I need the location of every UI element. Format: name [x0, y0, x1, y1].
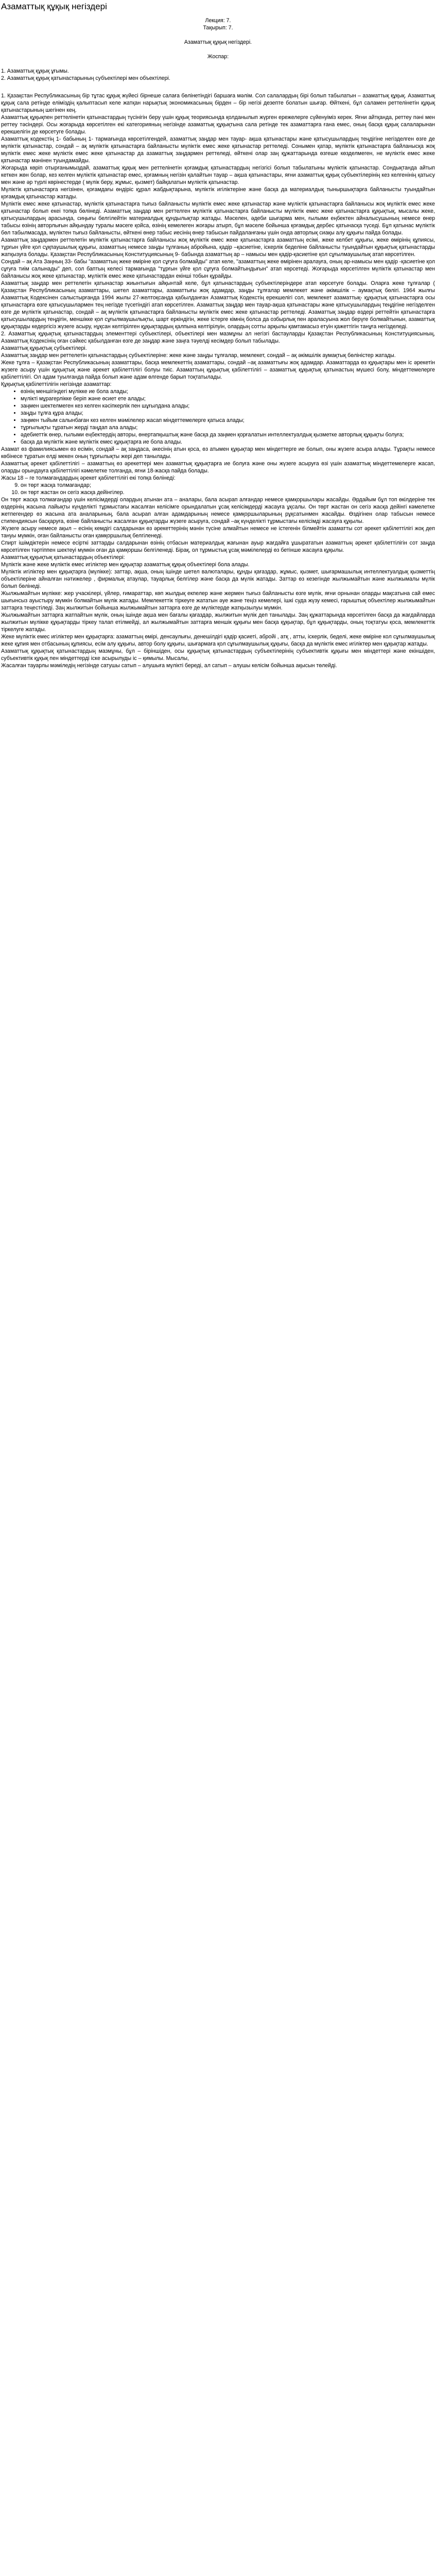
paragraph: Жоғарыда көріп отырғанымыздай, азаматтық құқық мен реттелінетін қоғамдық қатынастардың негізгісі болып табылатыны мүліктік қатынастар. Сондықтанда айтып кеткен жөн болар, кез келген мүліктік қатынастар емес, қоғамның негізін қалайтын тауар – ақша қатынастары, яғни азаматтық құқық субъектілерінің кез келгенінің қатысу мен және әр түрлі көрінестерде ( мүлік беру, жұмыс, қызмет) байқалатын мүліктік қатынастар.: [1, 165, 435, 185]
list-item: • өзінің меншігіндегі мүлікке ие бола алады;: [21, 388, 435, 395]
list-item: • мүлікті мұрагерлікке беріп және өсиет ете алады;: [21, 395, 435, 402]
paragraph: Азамат өз фамилиясымен өз есімін, сондай – ақ заңдаса, әкесінің атын қоса, өз атымен құқықтар мен міндеттерге ие болып, оны жүзеге асыра алады. Тұрақты немесе көбінесе тұратын елді мекен оның тұрғылықты жері деп танылады.: [1, 446, 435, 460]
paragraph: Сондай – ақ Ата Заңның 33- бабы "азаматтың жеке өміріне қол сұғуға болмайды" атап келе, "азаматтың жеке өмірінен аралауға, оның ар-намысы мен қадір -қасиетіне қол сұғуға тиім салынады" деп, сол баптың келесі тармағында "тұрғын үйге қол сұғуға болмайтындығын" атап көрсетеді. Жоғарыда көрсетілген мүліктік қатынастар мен байланысы жоқ жеке қатынастар, мүліктік емес жеке қатынастардан екінші тобын құрайды.: [1, 259, 435, 279]
list-item: 10. он төрт жастан он сегіз жасқа дейінгілер.: [21, 489, 435, 496]
paragraph: 2. Азаматтық құқықтық қатынастардың элементтері субъектілері, объектілері мен мазмұны ал негізгі бастауларды Қазақстан Республикасының Конституциясының, Азаматтық Кодексінің оған сәйкес қабылданған өзге де заңдар және заңға тәуелді кесімдер болып табылады.: [1, 331, 435, 344]
paragraph: Жеке тұлға – Қазақстан Республикасының азаматтары, басқа мемлекеттің азаматтары, сондай –ақ азаматтығы жоқ адамдар. Азаматтарда өз құқықтары мен іс әрекетін жүзеге асыру үшін құқықтық және әрекет қабілеттілігі болуы тиіс. Азаматтың құқықтық қабілеттілігі – азаматтық құқықтық қатынастың мүшесі болу, міндеттемелерге қабілеттілігі. Ол адам туылғанда пайда болып және адам өлгенде барып тоқтатылады.: [1, 360, 435, 380]
paragraph: Азаматтық құқықпен реттелінетін қатынастардың түсінігін беру үшін құқық теориясында қолданылып жүрген ережелерге сүйенуіміз керек. Яғни айтқанда, реттеу пәні мен реттеу тәсіндері. Осы жоғарыда көрсетілген екі категорияның негізінде азаматтық құқықтына сала ретінде тек азаматтарға ғана емес, оның басқа құқық салаларынан ерекшелігін де көрсетуге болады.: [1, 114, 435, 135]
paragraph: Мүліктік игіліктер мен құқықтарға (мүлікке): заттар, ақша, оның ішінде шетел валюталары, құнды қағаздар, жұмыс, қызмет, шығармашылық интеллектуалдық қызметтің объектілеріне айналған нәтижелер , фирмалық атаулар, тауарлық белгілер және басқа да мүлік жатады. Заттар өз кезегінде жылжымайтын және жылжымалы мүлік болып бөлінеді.: [1, 569, 435, 589]
section-heading: Азаматтық құқықтық субъектілері.: [1, 345, 87, 351]
paragraph: Мүліктік және жеке мүліктік емес игіліктер мен құқықтар азаматтық құқық объектілері бола алады.: [1, 562, 250, 568]
plan-heading: Жоспар:: [207, 54, 229, 60]
paragraph: Мүліктік қатынастарға негізінен, қоғамдағы өндіріс құрал жабдықтарына, мүліктік игіліктеріне және басқа да материалдық тыныршықтарға байланысты туындайтын қоғамдық қатынастар жатады.: [1, 187, 435, 200]
paragraph: Жасы 18 – ге толмағандардың әрекет қабілеттілігі екі топқа бөлінеді:: [1, 475, 176, 481]
rights-list: [1, 388, 435, 446]
paragraph: Спирт ішімдіктерін немесе есірткі заттарды салдарынан өзінің отбасын материалдық жағынан ауыр жағдайға ұшырататын азаматтың әрекет қабілеттілігін сот заңда көрсетілген тәртіппен шектеуі мүмкін оған да қамқоршы белгіленеді. Бірақ, ол тұрмыстық ұсақ мәмілелерді өз бетінше жасауға құқылы.: [1, 540, 435, 553]
paragraph: Жылжымайтын заттарға жатпайтын мүлік, оның ішінде ақша мен бағалы қағаздар, жылжитын мүлік деп танылады. Заң құжаттарында көрсетілген басқа да жағдайларда жылжитын мүлікке құқықтарды тіркеу талап етілмейді, ал жылжымайтын заттарға меншік құқығы мен басқа құқықтар, бұл құқықтарды, оның тоқтатуы қоса, мемлекеттік тіркелуге жатады.: [1, 612, 435, 633]
list-item: • басқа да мүліктік және мүліктік емес құқықтарға ие бола алады.: [21, 438, 435, 446]
paragraph: Азаматтық заңдар мен реттелетін қатынастар жиынтығын айқынтай келе, бұл қатынастардың субъектілеріндере атап көрсетуге болады. Оларға жеке тұлғалар ( Қазақстан Республикасының азаматтары, шетел азаматтары, азаматтығы жоқ адамдар, заңды тұлғалар мемлекет және әкімшілік – аумақтық бөлігі. 1964 жылғы Азаматтық Кодексінен салыстырғанда 1994 жылы 27-желтоқсанда қабылданған Азаматтық Кодекстің ерекшелігі сол, мемлекет азаматтық- құқықтық қатынастарға осы қатынастарға өзге қатысушылармен тең негізде түсетіндігі атап көрсетілген. Азаматтық заңдар мен тауар-ақша қатынастары және қатысушылардың теңдігіне негізделген өзге де мүліктік қатынастар, сондай – ақ мүліктік қатынастарға байланысты мүліктік емес жеке қатынастар реттеледі. Азаматтық заңдар өздері реттейтін қатынастарға қатысушылардың теңдігін, меншікке қол сұғылмаушылықты, шарт еркіндігін, жеке істерге кімнің болса да озбырлық пен араласуына жол берүге болмайтынын, азаматтық құқықтарды кедергісіз жүзеге асыру, нұқсан келтірілген құқықтардың қалпына келтірілуін, олардың сотты арқылы қамтамасыз етуін қажеттігін танұға негізделеді.: [1, 280, 435, 330]
section-heading: Азаматтық құқықтық қатынастардың объектілері:: [1, 554, 125, 561]
paragraph: Азаматтық әрекет қабілеттілігі – азаматтың өз әрекеттері мен азаматтық құқықтарға ие болуға және оны жүзеге асыруға өзі үшін азаматтық міндеттемелерге жасап, оларды орындауға қабілеттілігі кәмелетке толғанда, яғни 18-жасқа пайда болады.: [1, 461, 435, 474]
age-list: [1, 482, 435, 496]
paragraph: Мүліктік емес жеке қатынастар, мүліктік қатынастарға тығыз байланысты мүліктік емес жеке қатынастар және мүліктік қатынастарға байланысы жоқ мүліктік емес жеке қатынастар болып екеі топқа бөлінеді. Азаматтық заңдар мен реттелген мүліктік қатынастарға байланысты мүліктік емес жеке қатынастарға құқықтық, мысалы жеке, қатысушылардың арасында, сиңығы белгілейтін материалдық құндылықтар жатады. Мәселен, әдеби шығарма мен, ғылыми еңбектен айналысушының немесе өнер табысы өзінің авторлығын айқындау туралы мәсеге қойса, өзінің кемелеген жоғары атырп, бұл мәселе бойынша қоғамдық дербес қатынасқа түседі. Бұл қатынас мүліктік бөл табылмасада, мүліктен тығыз байланысты, өйткені өнер табыс иесінің өнер табысын пайдаланғаны үшін онда авторлық сиақы алу құқығы пайда болады.: [1, 201, 435, 236]
paragraph: Жасалған тауарлы мәміледің негізінде сатушы сатып – алушыға мүлікті береді, ал сатып – алушы келісім бойынша ақысын төлейді.: [1, 663, 337, 669]
lecture-number: Лекция: 7.: [205, 18, 231, 24]
list-item: • тұрғылықты тұратын жерді таңдап ала алады;: [21, 424, 435, 431]
list-item: • заңмен шектелмеген кез келген кәсіпкерлік пен шұғылдана алады;: [21, 402, 435, 410]
list-item: • заңмен тыйым салынбаған кез келген мәмілелер жасап міндеттемелерге қатыса алады;: [21, 417, 435, 424]
paragraph: 1. Қазақстан Республикасының бір тұтас құқық жүйесі бірнеше салаға бөлінетіндігі баршаға мәлім. Сол салалардың бірі болып табылатын – азаматтық құқық. Азаматтық құқық сала ретінде еліміздің қалыптасып келе жатқан нарықтық экономикасының бірден – бір негізі дезепте болатын шығар. Өйткені, бұл саламен реттелінетін құқық қатынастарының шегінен кең.: [1, 93, 435, 113]
paragraph: Он төрт жасқа толмағандар үшін келісімдерді олардың атынан ата – аналары, бала асырап алғандар немесе қамқоршылары жасайды. Әрдайым бұл топ өкілдеріне тек өздерінің жасына лайықты күнделікті тұрмыстағы жасалған келісімге орындалатын ұсақ келісімдерді жасауға ұқсалы. Он төрт жастан он сегіз жасқа дейінгі кәмелетке жетпегендер өз жасына ата аналарының, бала асырап алған адамдарының немесе қамқоршыларының рұқсатынмен жасайды. Өздігінен олар табысын немесе стипендиясын басқаруға, өзіне байланысты жасалған құқықтарды жүзеге асыруға, сондай –ақ күнделікті тұрмыстағы келісімді жасауға құқылы.: [1, 497, 435, 524]
paragraph: Жеке мүліктік емес игіліктер мен құқықтарға: азаматтың өмірі, денсаулығы, денешілдігі қадір қасиеті, абройі , атқ , атты, іскерлік, беделі, жеке өміріне кол сұғылмаушылық жеке құпия мен отбасының құпиясы, есім алу құқығы, автор болу құқығы, шығармаға қол сұғылмаушылық құқығы, басқа да мүліктік емес игіліктер мен құқықтар жатады.: [1, 634, 435, 647]
list-item: 9. он төрт жасқа толмағандар;: [21, 482, 435, 489]
list-item: • заңды тұлға құра алады;: [21, 410, 435, 417]
paragraph: Жылжымайтын мүлікке: жер учаскілері, үйлер, ғимараттар, көп жылдық екпелер және жермен тығыз байланысты өзге мүлік, яғни орнынан оларды мақсатына сай емес шығынсыз ауыстыру мүмкін болмайтын мүлік жатады. Мемлекеттік тіркеуге жататын әуе және теңіз кемелері, ішкі суда жүзу кемесі, ғарыштық объектілер жылжымайтын заттарға теңестіледі. Заң жылжитын бойынша жылжымайтын заттарға өзге де мүліктерде жатқызылуы мүмкін.: [1, 590, 435, 611]
paragraph: Азаматтық заңдармен реттелетін мүліктік қатынастарға байланысы жоқ мүліктік емес жеке қатынастарға азаматтың есімі, жеке келбет құқығы, жеке өмірінің құпиясы, тұрғын үйге қол сұқпаушылық құқығы, азаматтың немесе заңды тұлғаның абройына, қадір –қасиетіне, іскерлік беделіне байланысты туындайтын құқықтық қатынастарды жатқызуға болады. Қазақстан Республикасының Конституциясының 9- бабында азаматтың ар – намысы мен қадір-қасиетіне қол сұғылмаушылық атап көрсетілген.: [1, 237, 435, 258]
plan-item: 1. Азаматтық құқық ұғымы.: [1, 68, 69, 74]
document-title: Азаматтық құқық негіздері: [1, 2, 107, 11]
paragraph: Азаматтық құқықтық қатынастардың мазмұны, бұл – біріншіден, осы құқықтық қатынастардың субъектілерінің субъективтік құқығы мен міндеттері және екіншіден, субъективтік құқық пен міндеттерді іске асырылуды іс – қимылы. Мысалы,: [1, 648, 435, 662]
paragraph: Жүзеге асыру немесе ақыл – есінің кемдігі салдарынан өз әрекеттерінің мәнін түсіне алмайтын немесе не істегенін білмейтін азаматты сот әрекет қабілеттілігі жоқ деп тануы мүмкін, оған байланысты оған қамқоршылық белгіленеді.: [1, 526, 435, 539]
list-item: • әдебиеттік өнер, ғылыми еңбектердің авторы, өнертапқыштық және басқа да заңмен қорғалатын интеллектуалдық қызметке авторлық құқықты болуға;: [21, 431, 435, 438]
paragraph: Азаматтық кодекстің 1- бабының 1- тармағында көрсетілгендей, азаматтық заңдар мен тауар- ақша қатынастары және қатысушылардың теңдігіне негізделген өзге де мүліктік қатынастар, сондай – ақ мүліктік қатынастарға байланысты мүліктік емес жеке қатынастар реттеледі. Сонымен қатар, мүліктік қатынастарға байланысқа жоқ мүліктік емес жеке мүліктік емес жеке қатынастар да азаматтық заңдармен реттеледі, өйткені олар заң құжаттарында өзгеше көзделмеген, не мүліктік емес жеке қатынастар мәнінен туындамайды.: [1, 136, 435, 164]
topic-number: Тақырып: 7.: [203, 25, 233, 31]
plan-item: 2. Азаматтық құқық қатынастарының субъектілері мен объектілері.: [1, 75, 170, 81]
paragraph: Азаматтық заңдар мен реттелетін қатынастардың субъектілеріне: жеке және заңды тұлғалар, мемлекет, сондай – ақ әкімшілік аумақтық бөліністер жатады.: [1, 352, 396, 359]
subject-heading: Азаматтық құқық негіздері.: [184, 39, 252, 45]
paragraph: Құқықтық қабілеттілігін негізінде азаматтар:: [1, 381, 112, 387]
